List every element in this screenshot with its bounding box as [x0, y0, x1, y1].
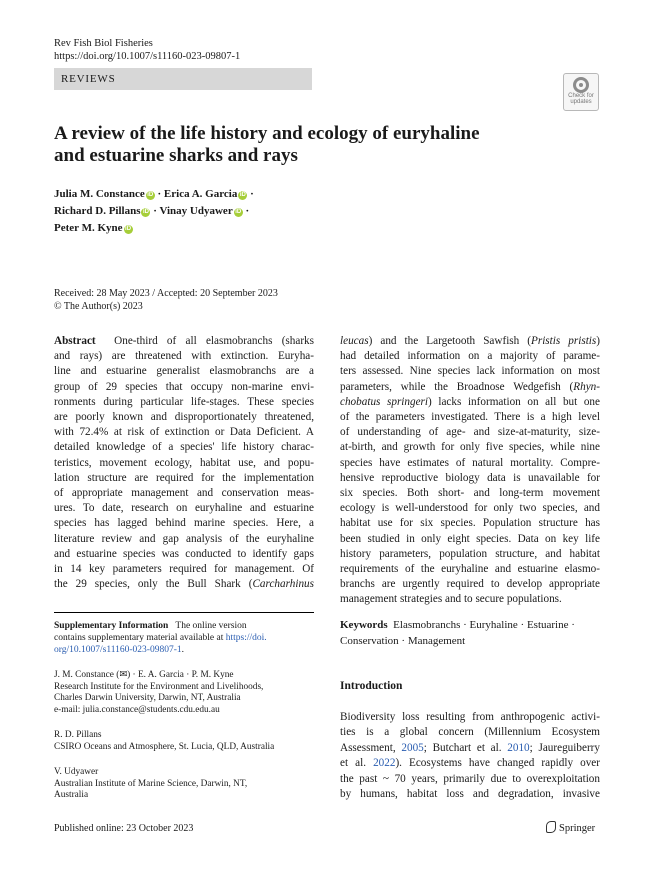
update-icon	[573, 77, 589, 93]
citation-link[interactable]: 2022	[373, 757, 396, 770]
orcid-icon[interactable]: iD	[125, 226, 132, 232]
abstract-column-2: leucas) and the Largetooth Sawfish (Pristis pristis) had detailed information on a majority of parame- ters assessed. Nine species lack information on most parameters, while the Broadnose Wedgefish (Rhyn- chobatus springeri) lacks information on all but one of the parameters investigated. There is a high level of understanding of age- and size-at-maturity, size- at-birth, and growth for only five species, while nine species have estimates of natural mortality. Compre- hensive reproductive biology data is unavailable for six species. Both short- and long-term movement ecology is well-understood for only two species, and habitat use for six species. Population structure has been studied in only eight species. Data on key life history parameters, population structure, and habitat requirements of the euryhaline and estuarine elasmo- branchs are urgently required to develop appropriate management strategies and to secure populations.	[340, 335, 600, 606]
keywords: Keywords Elasmobranchs · Euryhaline · Estuarine · Conservation · Management	[340, 619, 575, 647]
journal-name: Rev Fish Biol Fisheries	[54, 38, 153, 49]
section-heading-introduction: Introduction	[340, 680, 403, 692]
author-name[interactable]: Richard D. Pillans	[54, 205, 141, 217]
affiliation-block: V. Udyawer Australian Institute of Marine Science, Darwin, NT, Australia	[54, 767, 248, 800]
affiliation-block: J. M. Constance (✉) · E. A. Garcia · P. M. Kyne Research Institute for the Environment and Livelihoods, Charles Darwin University, Darwin, NT, Australia e-mail: julia.constance@students.cdu.edu.au	[54, 670, 314, 716]
affiliation-block: R. D. Pillans CSIRO Oceans and Atmosphere, St. Lucia, QLD, Australia	[54, 730, 275, 752]
author-email[interactable]: e-mail: julia.constance@students.cdu.edu.au	[54, 704, 220, 715]
section-label: REVIEWS	[54, 68, 312, 90]
orcid-icon[interactable]: iD	[239, 192, 246, 198]
springer-horse-icon	[546, 821, 556, 833]
article-dates: Received: 28 May 2023 / Accepted: 20 September 2023 © The Author(s) 2023	[54, 288, 278, 312]
article-title: A review of the life history and ecology of euryhaline and estuarine sharks and rays	[54, 123, 480, 166]
author-name[interactable]: Erica A. Garcia	[163, 188, 238, 200]
citation-link[interactable]: 2010	[507, 741, 530, 754]
orcid-icon[interactable]: iD	[147, 192, 154, 198]
check-for-updates-button[interactable]: Check for updates	[563, 73, 599, 111]
orcid-icon[interactable]: iD	[142, 209, 149, 215]
author-name[interactable]: Peter M. Kyne	[54, 222, 123, 234]
abstract-column-1: Abstract One-third of all elasmobranchs (sharks and rays) are threatened with extinction. Euryha- line and estuarine generalist elasmobranchs are a group of 29 species that occupy non-marine envi- ronments during particular life-stages. These species are poorly known and disproportionately threatened, with 72.4% at risk of extinction or Data Deficient. A detailed knowledge of a species' life history charac- teristics, movement ecology, habitat use, and popu- lation structure are required for the implementation of appropriate management and conservation meas- ures. To date, research on euryhaline and estuarine species has lagged behind marine species. Here, a literature review and gap analysis of the euryhaline and estuarine species was conducted to identify gaps in 14 key parameters required for management. Of the 29 species, only the Bull Shark (Carcharhinus	[54, 335, 315, 591]
abstract-heading: Abstract	[54, 335, 96, 347]
supplementary-link[interactable]: https://doi.	[225, 633, 267, 643]
author-name[interactable]: Julia M. Constance	[54, 188, 145, 200]
keywords-heading: Keywords	[340, 619, 388, 631]
footnote-divider	[54, 612, 314, 613]
citation-link[interactable]: 2005	[401, 741, 424, 754]
author-name[interactable]: Vinay Udyawer	[159, 205, 233, 217]
introduction-text: Biodiversity loss resulting from anthropogenic activi- ties is a global concern (Millennium Ecosystem Assessment, 2005; Butchart et al. 2010; Jaureguiberry et al. 2022). Ecosystems have changed rapidly over the past ~ 70 years, primarily due to overexploitation by humans, habitat loss and degradation, invasive	[340, 711, 600, 801]
supplementary-info: Supplementary Information The online version contains supplementary material available at https://doi. org/10.1007/s11160-023-09807-1.	[54, 621, 267, 655]
orcid-icon[interactable]: iD	[235, 209, 242, 215]
published-date: Published online: 23 October 2023	[54, 823, 194, 834]
publisher-logo: Springer	[546, 821, 595, 834]
author-list: Julia M. Constance iD · Erica A. Garcia iD · Richard D. Pillans iD · Vinay Udyawer iD · Peter M. Kyne iD	[54, 188, 254, 234]
doi-link[interactable]: https://doi.org/10.1007/s11160-023-09807-1	[54, 51, 241, 62]
supplementary-link[interactable]: org/10.1007/s11160-023-09807-1	[54, 645, 182, 655]
